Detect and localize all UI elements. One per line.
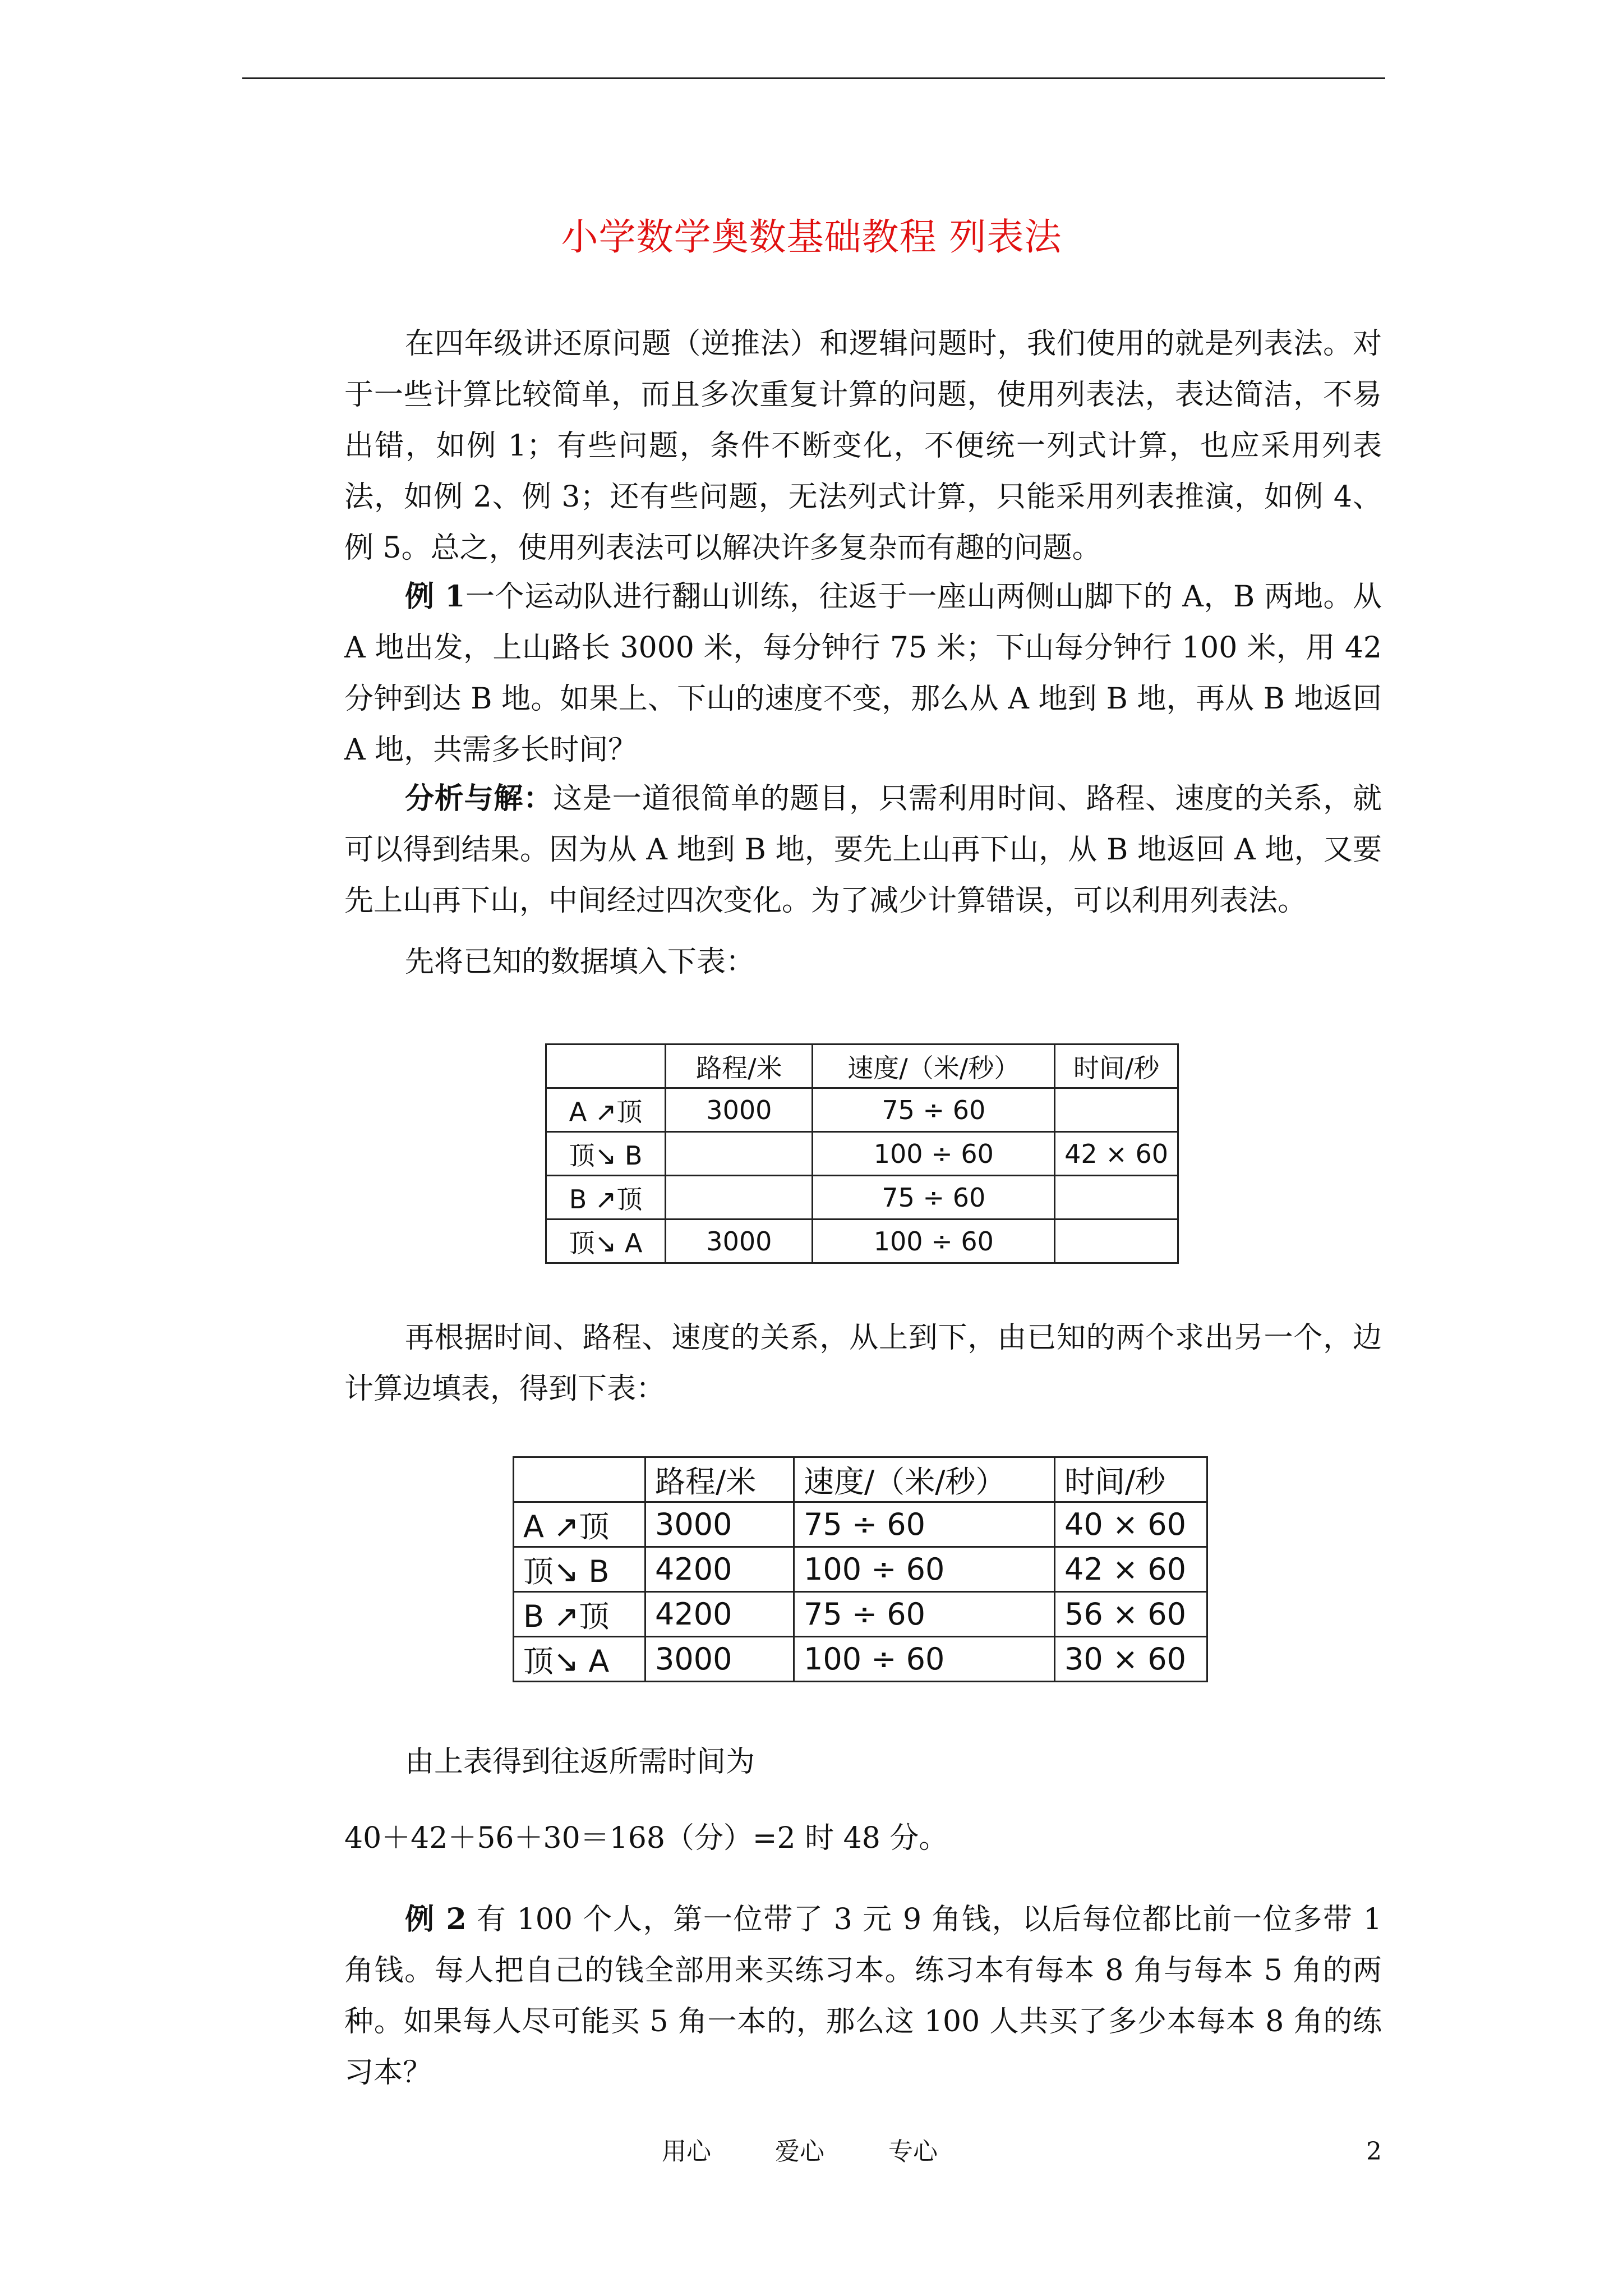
table-header-cell: 时间/秒 — [1055, 1457, 1207, 1502]
table-header-cell: 速度/（米/秒） — [813, 1045, 1055, 1088]
table-cell: 75 ÷ 60 — [794, 1592, 1055, 1637]
table-row — [546, 1220, 1178, 1263]
table-cell — [666, 1132, 813, 1176]
table-cell: 3000 — [645, 1637, 794, 1682]
table-cell: 75 ÷ 60 — [813, 1088, 1055, 1132]
table-cell: 75 ÷ 60 — [794, 1502, 1055, 1547]
example1-paragraph — [344, 571, 1382, 776]
table-header-cell: 速度/（米/秒） — [794, 1457, 1055, 1502]
analysis-text: 这是一道很简单的题目，只需利用时间、路程、速度的关系，就可以得到结果。因为从 A 地到 B 地，要先上山再下山，从 B 地返回 A 地，又要先上山再下山，中间经过四次变化。为了减少计算错误，可以利用列表法。 — [344, 782, 1382, 918]
table-row — [514, 1547, 1207, 1592]
fill-intro-text: 先将已知的数据填入下表： — [405, 945, 755, 979]
analysis-paragraph — [344, 773, 1382, 927]
table-row — [514, 1502, 1207, 1547]
example1-label: 例 1 — [405, 579, 465, 614]
footer-motto-item: 专心 — [888, 2137, 938, 2166]
footer-motto — [662, 2135, 994, 2169]
table-cell: 100 ÷ 60 — [794, 1547, 1055, 1592]
table-cell: 4200 — [645, 1547, 794, 1592]
table-cell: 100 ÷ 60 — [794, 1637, 1055, 1682]
footer-motto-item: 用心 — [662, 2137, 711, 2166]
table-header-row — [514, 1457, 1207, 1502]
header-rule — [242, 77, 1385, 79]
table-cell: B ↗顶 — [546, 1176, 666, 1220]
table-cell — [666, 1176, 813, 1220]
table-cell: A ↗顶 — [546, 1088, 666, 1132]
table-cell: 3000 — [666, 1220, 813, 1263]
table-cell — [1055, 1088, 1178, 1132]
table-cell: B ↗顶 — [514, 1592, 645, 1637]
table-header-cell: 时间/秒 — [1055, 1045, 1178, 1088]
after-table1-paragraph: 再根据时间、路程、速度的关系，从上到下，由已知的两个求出另一个，边计算边填表，得到下表： — [344, 1321, 1382, 1406]
example1-text: 一个运动队进行翻山训练，往返于一座山两侧山脚下的 A，B 两地。从 A 地出发，上山路长 3000 米，每分钟行 75 米；下山每分钟行 100 米，用 42 分钟到达 B 地。如果上、下山的速度不变，那么从 A 地到 B 地，再从 B 地返回 A 地，共需多长时间？ — [344, 580, 1382, 767]
analysis-label: 分析与解： — [405, 781, 554, 816]
table-cell: 顶↘ A — [546, 1220, 666, 1263]
example2-label: 例 2 — [405, 1902, 467, 1936]
example2-text: 有 100 个人，第一位带了 3 元 9 角钱，以后每位都比前一位多带 1 角钱。每人把自己的钱全部用来买练习本。练习本有每本 8 角与每本 5 角的两种。如果每人尽可能买 5 角一本的，那么这 100 人共买了多少本每本 8 角的练习本？ — [344, 1903, 1382, 2090]
table-cell: 42 × 60 — [1055, 1132, 1178, 1176]
table-row — [514, 1592, 1207, 1637]
filled-data-table — [513, 1456, 1208, 1682]
table-cell: 30 × 60 — [1055, 1637, 1207, 1682]
table-cell: 顶↘ B — [546, 1132, 666, 1176]
table-header-cell — [546, 1045, 666, 1088]
table-cell: 40 × 60 — [1055, 1502, 1207, 1547]
table-row — [546, 1088, 1178, 1132]
table-cell: 顶↘ B — [514, 1547, 645, 1592]
table-cell — [1055, 1220, 1178, 1263]
table-cell: 3000 — [666, 1088, 813, 1132]
table-header-cell: 路程/米 — [645, 1457, 794, 1502]
known-data-table — [545, 1043, 1179, 1264]
table-cell: 3000 — [645, 1502, 794, 1547]
example2-paragraph — [344, 1894, 1382, 2099]
footer-motto-item: 爱心 — [775, 2137, 824, 2166]
table-cell: 56 × 60 — [1055, 1592, 1207, 1637]
table-row — [514, 1637, 1207, 1682]
table-cell — [1055, 1176, 1178, 1220]
result-equation: 40＋42＋56＋30＝168（分）=2 时 48 分。 — [344, 1821, 948, 1855]
table-cell: 100 ÷ 60 — [813, 1220, 1055, 1263]
page-number: 2 — [1366, 2137, 1382, 2166]
table-cell: 顶↘ A — [514, 1637, 645, 1682]
table-header-cell: 路程/米 — [666, 1045, 813, 1088]
table-header-cell — [514, 1457, 645, 1502]
table-cell: 75 ÷ 60 — [813, 1176, 1055, 1220]
table-row — [546, 1132, 1178, 1176]
table-cell: 42 × 60 — [1055, 1547, 1207, 1592]
table-header-row — [546, 1045, 1178, 1088]
table-cell: 100 ÷ 60 — [813, 1132, 1055, 1176]
page-title: 小学数学奥数基础教程 列表法 — [561, 215, 1062, 259]
table-row — [546, 1176, 1178, 1220]
table-cell: A ↗顶 — [514, 1502, 645, 1547]
result-intro-text: 由上表得到往返所需时间为 — [405, 1745, 755, 1779]
intro-paragraph: 在四年级讲还原问题（逆推法）和逻辑问题时，我们使用的就是列表法。对于一些计算比较简单，而且多次重复计算的问题，使用列表法，表达简洁，不易出错，如例 1；有些问题，条件不断变化，不便统一列式计算，也应采用列表法，如例 2、例 3；还有些问题，无法列式计算，只能采用列表推演，如例 4、例 5。总之，使用列表法可以解决许多复杂而有趣的问题。 — [344, 327, 1382, 565]
table-cell: 4200 — [645, 1592, 794, 1637]
